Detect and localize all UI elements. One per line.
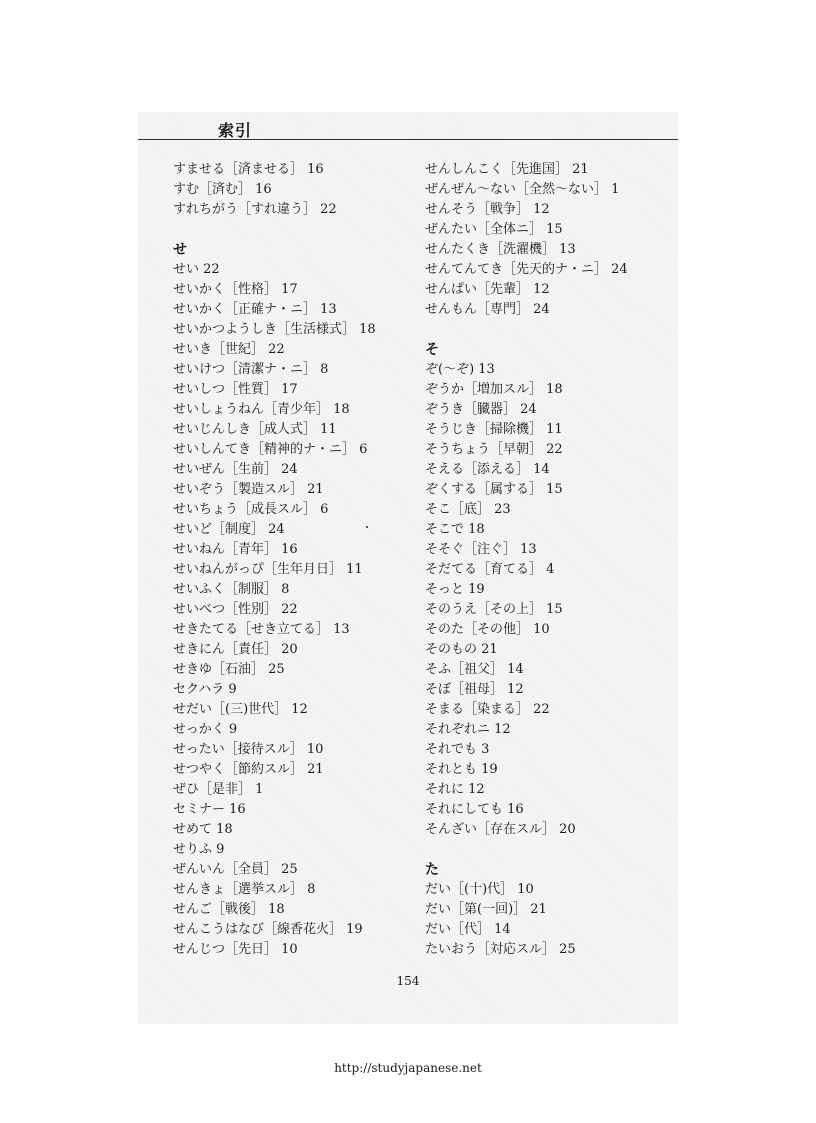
index-entry: そこで 18 xyxy=(425,522,485,537)
page-number: 154 xyxy=(396,974,420,988)
index-entry: そうじき［掃除機］ 11 xyxy=(425,422,563,437)
index-entry: せいねん［青年］ 16 xyxy=(173,542,298,557)
index-entry: せいぜん［生前］ 24 xyxy=(173,462,298,477)
index-entry: セミナー 16 xyxy=(173,802,246,817)
index-entry: せきにん［責任］ 20 xyxy=(173,642,298,657)
index-entry: せきゆ［石油］ 25 xyxy=(173,662,285,677)
index-entry: せいしょうねん［青少年］ 18 xyxy=(173,402,350,417)
index-entry: せいねんがっぴ［生年月日］ 11 xyxy=(173,562,363,577)
index-entry: そまる［染まる］ 22 xyxy=(425,702,550,717)
index-entry: せったい［接待スル］ 10 xyxy=(173,742,324,757)
index-entry: せんしんこく［先進国］ 21 xyxy=(425,162,589,177)
index-entry: せいかく［性格］ 17 xyxy=(173,282,298,297)
index-entry: そえる［添える］ 14 xyxy=(425,462,550,477)
index-entry: せいちょう［成長スル］ 6 xyxy=(173,502,329,517)
index-entry: せんきょ［選挙スル］ 8 xyxy=(173,882,316,897)
index-entry: そこ［底］ 23 xyxy=(425,502,511,517)
index-entry: せいしんてき［精神的ナ・ニ］ 6 xyxy=(173,442,368,457)
index-entry: せんもん［専門］ 24 xyxy=(425,302,550,317)
index-entry: そそぐ［注ぐ］ 13 xyxy=(425,542,537,557)
index-entry: それでも 3 xyxy=(425,742,490,757)
section-spacer xyxy=(425,320,665,340)
footer-url: http://studyjapanese.net xyxy=(334,1061,482,1075)
section-heading: そ xyxy=(425,342,439,358)
index-entry: せいしつ［性質］ 17 xyxy=(173,382,298,397)
index-entry: せりふ 9 xyxy=(173,842,225,857)
index-entry: ぜんいん［全員］ 25 xyxy=(173,862,298,877)
index-entry: せいふく［制服］ 8 xyxy=(173,582,290,597)
index-entry: せつやく［節約スル］ 21 xyxy=(173,762,324,777)
index-entry: せんぱい［先輩］ 12 xyxy=(425,282,550,297)
index-column-right xyxy=(425,160,665,960)
index-entry: せいぞう［製造スル］ 21 xyxy=(173,482,324,497)
index-entry: せきたてる［せき立てる］ 13 xyxy=(173,622,350,637)
index-heading: 索引 xyxy=(218,121,253,140)
section-heading: せ xyxy=(173,242,187,258)
index-entry: せいじんしき［成人式］ 11 xyxy=(173,422,337,437)
section-heading: た xyxy=(425,862,439,878)
index-entry: すませる［済ませる］ 16 xyxy=(173,162,324,177)
section-spacer xyxy=(173,220,413,240)
index-entry: それに 12 xyxy=(425,782,485,797)
index-entry: そんざい［存在スル］ 20 xyxy=(425,822,576,837)
index-entry: そぼ［祖母］ 12 xyxy=(425,682,524,697)
index-entry: ぞくする［属する］ 15 xyxy=(425,482,563,497)
index-entry: それぞれニ 12 xyxy=(425,722,511,737)
index-entry: ぜんぜん〜ない［全然〜ない］ 1 xyxy=(425,182,620,197)
index-entry: そのうえ［その上］ 15 xyxy=(425,602,563,617)
index-column-left xyxy=(173,160,413,960)
index-entry: せんじつ［先日］ 10 xyxy=(173,942,298,957)
stray-mark xyxy=(366,526,368,528)
index-entry: そのた［その他］ 10 xyxy=(425,622,550,637)
index-entry: せんてんてき［先天的ナ・ニ］ 24 xyxy=(425,262,628,277)
index-entry: だい［(十)代］ 10 xyxy=(425,882,534,897)
index-entry: せっかく 9 xyxy=(173,722,238,737)
index-entry: せんそう［戦争］ 12 xyxy=(425,202,550,217)
index-entry: せいけつ［清潔ナ・ニ］ 8 xyxy=(173,362,329,377)
section-spacer xyxy=(425,840,665,860)
index-entry: ぜひ［是非］ 1 xyxy=(173,782,264,797)
index-entry: せんたくき［洗濯機］ 13 xyxy=(425,242,576,257)
index-entry: ぞうか［増加スル］ 18 xyxy=(425,382,563,397)
index-entry: ぞ(〜ぞ) 13 xyxy=(425,362,495,377)
index-entry: たいおう［対応スル］ 25 xyxy=(425,942,576,957)
index-entry: せいかつようしき［生活様式］ 18 xyxy=(173,322,376,337)
index-entry: せいべつ［性別］ 22 xyxy=(173,602,298,617)
index-entry: せめて 18 xyxy=(173,822,233,837)
index-entry: そうちょう［早朝］ 22 xyxy=(425,442,563,457)
index-entry: ぞうき［臓器］ 24 xyxy=(425,402,537,417)
index-entry: ぜんたい［全体ニ］ 15 xyxy=(425,222,563,237)
index-entry: せいき［世紀］ 22 xyxy=(173,342,285,357)
index-entry: そだてる［育てる］ 4 xyxy=(425,562,555,577)
index-entry: そふ［祖父］ 14 xyxy=(425,662,524,677)
heading-rule xyxy=(138,139,678,140)
index-entry: そっと 19 xyxy=(425,582,485,597)
index-entry: せいかく［正確ナ・ニ］ 13 xyxy=(173,302,337,317)
index-entry: だい［第(一回)］ 21 xyxy=(425,902,547,917)
index-entry: そのもの 21 xyxy=(425,642,498,657)
index-entry: すむ［済む］ 16 xyxy=(173,182,272,197)
index-entry: すれちがう［すれ違う］ 22 xyxy=(173,202,337,217)
index-entry: せんご［戦後］ 18 xyxy=(173,902,285,917)
index-entry: せんこうはなび［線香花火］ 19 xyxy=(173,922,363,937)
index-entry: それとも 19 xyxy=(425,762,498,777)
index-entry: それにしても 16 xyxy=(425,802,524,817)
index-entry: せいど［制度］ 24 xyxy=(173,522,285,537)
index-entry: せだい［(三)世代］ 12 xyxy=(173,702,308,717)
index-entry: セクハラ 9 xyxy=(173,682,237,697)
index-entry: せい 22 xyxy=(173,262,220,277)
index-entry: だい［代］ 14 xyxy=(425,922,511,937)
